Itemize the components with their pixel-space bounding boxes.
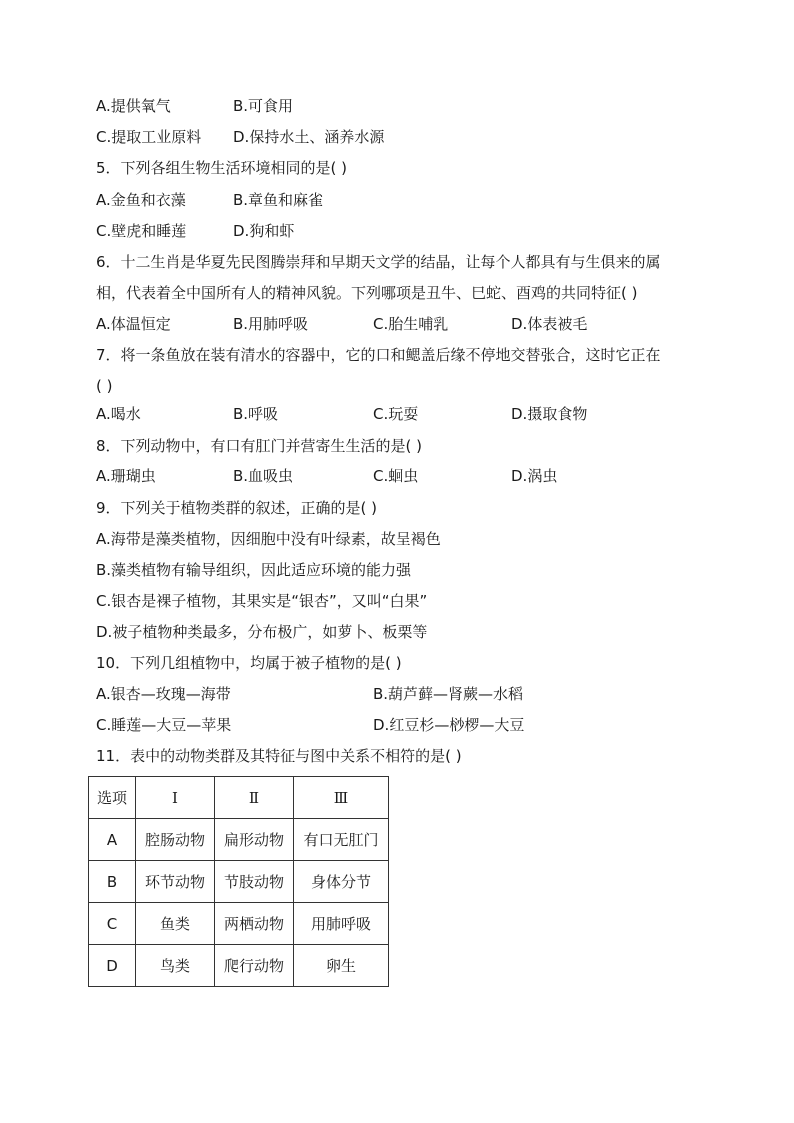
table-cell: 节肢动物 [215,861,294,903]
q7-stem-line2: ( ) [96,377,113,395]
q9-option-a: A.海带是藻类植物，因细胞中没有叶绿素，故呈褐色 [96,530,441,548]
q11-table [88,776,389,987]
q4-option-d: D.保持水土、涵养水源 [233,128,385,146]
table-cell: 腔肠动物 [136,819,215,861]
q5-option-c: C.壁虎和睡莲 [96,222,187,240]
q7-option-d: D.摄取食物 [511,405,588,423]
table-cell: C [89,903,136,945]
table-cell: 身体分节 [294,861,389,903]
q7-stem-line1: 7．将一条鱼放在装有清水的容器中，它的口和鳃盖后缘不停地交替张合，这时它正在 [96,346,661,364]
q10-stem: 10．下列几组植物中，均属于被子植物的是( ) [96,654,402,672]
q9-stem: 9．下列关于植物类群的叙述，正确的是( ) [96,499,378,517]
q10-option-b: B.葫芦藓—肾蕨—水稻 [373,685,524,703]
table-cell: 鸟类 [136,945,215,987]
q6-option-b: B.用肺呼吸 [233,315,309,333]
table-cell: 扁形动物 [215,819,294,861]
table-cell: A [89,819,136,861]
table-row [89,819,389,861]
table-header-cell: 选项 [89,777,136,819]
q10-option-d: D.红豆杉—桫椤—大豆 [373,716,525,734]
table-row [89,903,389,945]
q8-option-b: B.血吸虫 [233,467,294,485]
q7-option-a: A.喝水 [96,405,141,423]
q5-option-d: D.狗和虾 [233,222,295,240]
q7-option-b: B.呼吸 [233,405,279,423]
q9-option-b: B.藻类植物有输导组织，因此适应环境的能力强 [96,561,412,579]
q6-option-c: C.胎生哺乳 [373,315,449,333]
table-header-cell: Ⅰ [136,777,215,819]
q4-option-a: A.提供氧气 [96,97,171,115]
table-cell: 用肺呼吸 [294,903,389,945]
q7-option-c: C.玩耍 [373,405,419,423]
table-cell: D [89,945,136,987]
q9-option-c: C.银杏是裸子植物，其果实是“银杏”，又叫“白果” [96,592,428,610]
table-row [89,861,389,903]
q6-option-d: D.体表被毛 [511,315,588,333]
q4-option-b: B.可食用 [233,97,294,115]
q5-option-a: A.金鱼和衣藻 [96,191,186,209]
q6-stem-line2: 相，代表着全中国所有人的精神风貌。下列哪项是丑牛、巳蛇、酉鸡的共同特征( ) [96,284,638,302]
table-cell: 环节动物 [136,861,215,903]
table-header-row [89,777,389,819]
q6-option-a: A.体温恒定 [96,315,171,333]
table-cell: B [89,861,136,903]
q8-stem: 8．下列动物中，有口有肛门并营寄生生活的是( ) [96,437,423,455]
q5-stem: 5．下列各组生物生活环境相同的是( ) [96,159,348,177]
table-row [89,945,389,987]
table-cell: 两栖动物 [215,903,294,945]
q10-option-a: A.银杏—玫瑰—海带 [96,685,231,703]
q5-option-b: B.章鱼和麻雀 [233,191,324,209]
table-cell: 有口无肛门 [294,819,389,861]
table-cell: 鱼类 [136,903,215,945]
table-header-cell: Ⅱ [215,777,294,819]
q8-option-d: D.涡虫 [511,467,558,485]
q4-option-c: C.提取工业原料 [96,128,202,146]
q6-stem-line1: 6．十二生肖是华夏先民图腾崇拜和早期天文学的结晶，让每个人都具有与生俱来的属 [96,253,661,271]
table-header-cell: Ⅲ [294,777,389,819]
q11-stem: 11．表中的动物类群及其特征与图中关系不相符的是( ) [96,747,462,765]
q10-option-c: C.睡莲—大豆—苹果 [96,716,232,734]
q8-option-c: C.蛔虫 [373,467,419,485]
q8-option-a: A.珊瑚虫 [96,467,156,485]
table-cell: 卵生 [294,945,389,987]
q9-option-d: D.被子植物种类最多，分布极广，如萝卜、板栗等 [96,623,428,641]
table-cell: 爬行动物 [215,945,294,987]
